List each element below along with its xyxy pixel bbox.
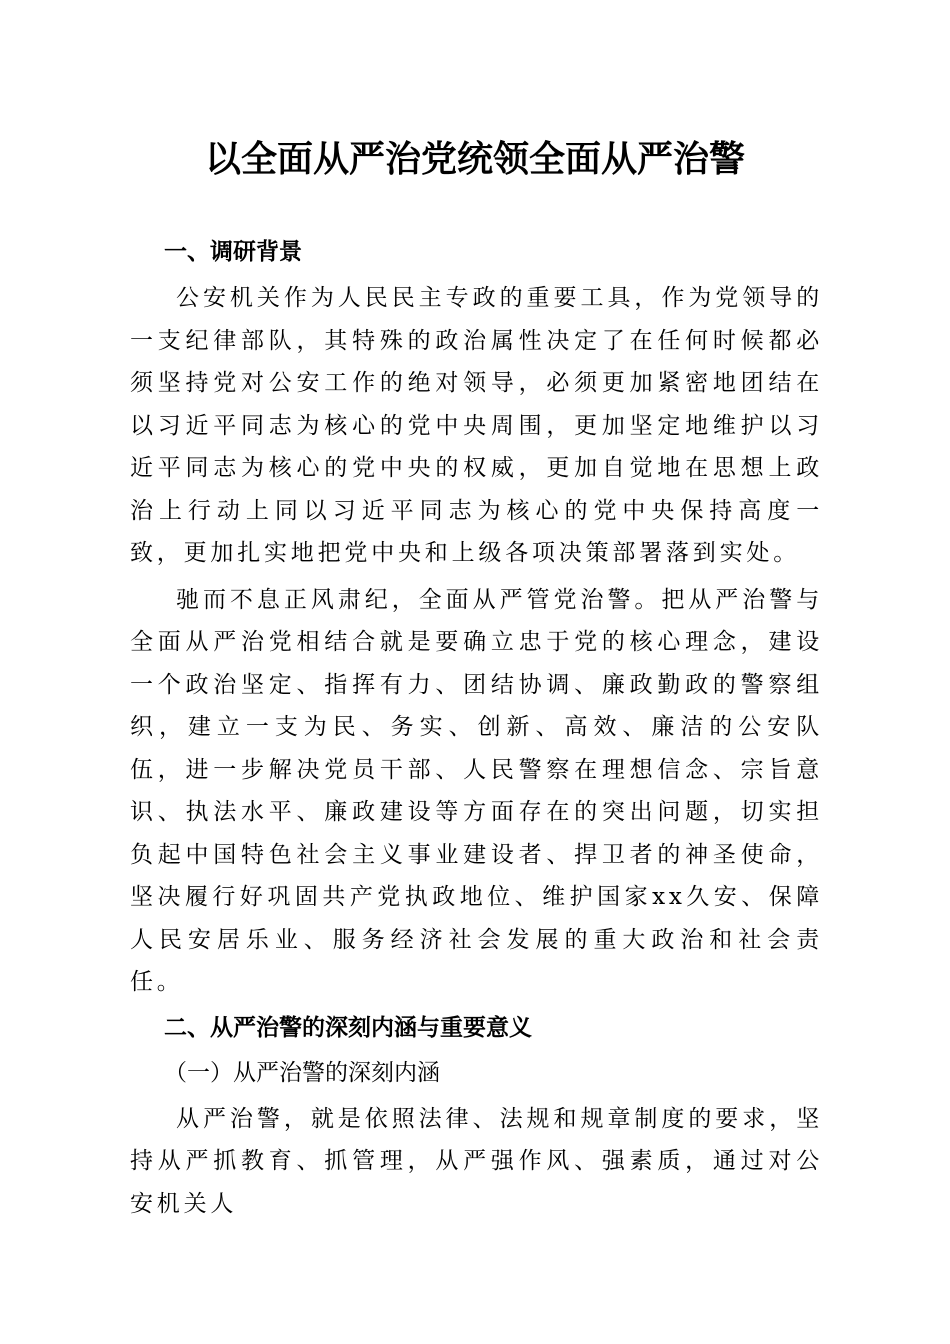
- paragraph: 从严治警，就是依照法律、法规和规章制度的要求，坚持从严抓教育、抓管理，从严强作风、强素质，通过对公安机关人: [130, 1105, 823, 1217]
- document-title: 以全面从严治党统领全面从严治警: [204, 138, 745, 180]
- paragraph: 公安机关作为人民民主专政的重要工具，作为党领导的一支纪律部队，其特殊的政治属性决定了在任何时候都必须坚持党对公安工作的绝对领导，必须更加紧密地团结在以习近平同志为核心的党中央周围，更加坚定地维护以习近平同志为核心的党中央的权威，更加自觉地在思想上政治上行动上同以习近平同志为核心的党中央保持高度一致，更加扎实地把党中央和上级各项决策部署落到实处。: [130, 285, 823, 566]
- document-body: [130, 232, 823, 1225]
- subsection-heading-connotation: （一）从严治警的深刻内涵: [164, 1059, 440, 1086]
- section-heading-connotation-significance: 二、从严治警的深刻内涵与重要意义: [164, 1014, 532, 1041]
- section-heading-research-background: 一、调研背景: [164, 239, 302, 265]
- paragraph: 驰而不息正风肃纪，全面从严管党治警。把从严治警与全面从严治党相结合就是要确立忠于党的核心理念，建设一个政治坚定、指挥有力、团结协调、廉政勤政的警察组织，建立一支为民、务实、创新、高效、廉洁的公安队伍，进一步解决党员干部、人民警察在理想信念、宗旨意识、执法水平、廉政建设等方面存在的突出问题，切实担负起中国特色社会主义事业建设者、捍卫者的神圣使命，坚决履行好巩固共产党执政地位、维护国家xx久安、保障人民安居乐业、服务经济社会发展的重大政治和社会责任。: [130, 586, 823, 995]
